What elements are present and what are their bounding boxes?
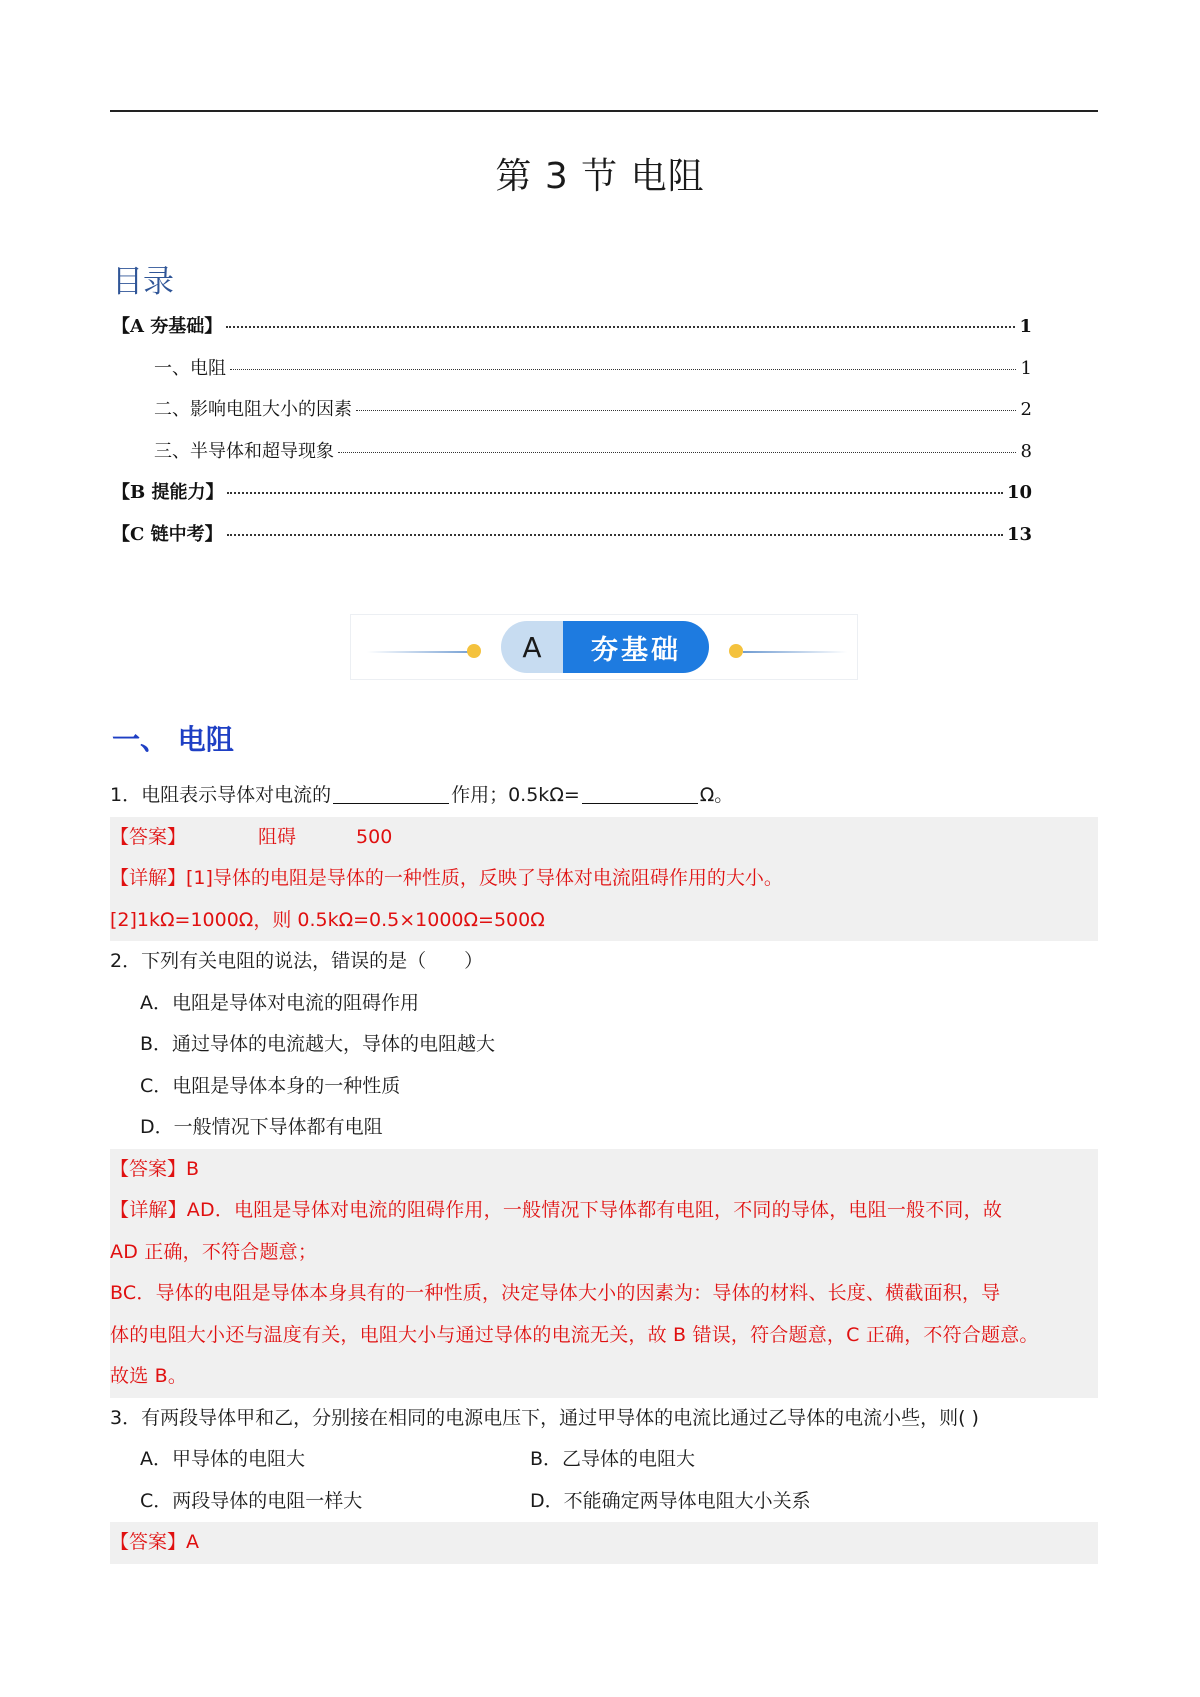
table-of-contents <box>112 312 1032 561</box>
answer-block <box>110 1149 1098 1398</box>
answer-tag: 【答案】 <box>110 825 187 848</box>
toc-leader <box>227 534 1003 536</box>
banner-letter: A <box>501 621 563 673</box>
option-item: B．乙导体的电阻大 <box>530 1448 696 1470</box>
stem-text: 作用；0.5kΩ= <box>451 784 580 806</box>
toc-entry-label: 【A 夯基础】 <box>112 316 223 337</box>
banner-dot-left <box>467 644 481 658</box>
toc-entry-page: 2 <box>1020 399 1032 420</box>
toc-entry[interactable] <box>112 312 1032 354</box>
option-item: C．两段导体的电阻一样大 <box>140 1489 363 1512</box>
question-stem: 3．有两段导体甲和乙，分别接在相同的电源电压下，通过甲导体的电流比通过乙导体的电流小些，则( ) <box>110 1406 979 1429</box>
stem-text: Ω。 <box>699 784 734 806</box>
section-banner <box>350 614 858 680</box>
toc-entry[interactable] <box>112 437 1032 479</box>
option-row <box>110 1439 1098 1481</box>
banner-line-left <box>367 651 477 653</box>
toc-entry-label: 三、半导体和超导现象 <box>154 440 334 462</box>
option-item: D．不能确定两导体电阻大小关系 <box>530 1489 811 1512</box>
header-rule <box>110 110 1098 112</box>
detail-line: [2]1kΩ=1000Ω，则 0.5kΩ=0.5×1000Ω=500Ω <box>110 908 545 931</box>
detail-line: 体的电阻大小还与温度有关，电阻大小与通过导体的电流无关，故 B 错误，符合题意，C 正确，不符合题意。 <box>110 1323 1039 1346</box>
toc-entry[interactable] <box>112 478 1032 520</box>
question-list <box>110 775 1098 1564</box>
question-stem <box>110 775 1098 817</box>
document-title: 第 3 节 电阻 <box>495 156 705 197</box>
answer-value: 阻碍 <box>258 825 297 848</box>
option-item: A．甲导体的电阻大 <box>140 1448 305 1470</box>
option-item: A．电阻是导体对电流的阻碍作用 <box>140 991 419 1014</box>
option-item: B．通过导体的电流越大，导体的电阻越大 <box>140 1033 496 1055</box>
toc-entry-page: 13 <box>1006 523 1032 545</box>
answer-line <box>110 817 1098 859</box>
toc-entry-label: 二、影响电阻大小的因素 <box>154 399 352 420</box>
toc-leader <box>356 410 1016 411</box>
detail-line: 【详解】[1]导体的电阻是导体的一种性质，反映了导体对电流阻碍作用的大小。 <box>110 867 783 889</box>
banner-pill <box>501 621 709 673</box>
toc-leader <box>227 492 1002 494</box>
banner-text: 夯基础 <box>563 621 709 673</box>
banner-line-right <box>743 651 847 653</box>
toc-entry-page: 1 <box>1020 357 1032 379</box>
option-item: D．一般情况下导体都有电阻 <box>140 1116 383 1138</box>
toc-entry[interactable] <box>112 520 1032 562</box>
toc-leader <box>230 369 1016 370</box>
toc-heading: 目录 <box>112 264 174 300</box>
stem-text: 1．电阻表示导体对电流的 <box>110 784 332 806</box>
detail-line: BC．导体的电阻是导体本身具有的一种性质，决定导体大小的因素为：导体的材料、长度、横截面积，导 <box>110 1282 1001 1304</box>
toc-entry-page: 1 <box>1019 316 1032 337</box>
banner-dot-right <box>729 644 743 658</box>
answer-blank <box>333 781 449 804</box>
option-row <box>110 1481 1098 1523</box>
toc-entry[interactable] <box>112 354 1032 396</box>
answer-value: 500 <box>356 825 393 848</box>
toc-entry-page: 8 <box>1020 440 1032 462</box>
section-heading: 一、 电阻 <box>112 723 234 756</box>
detail-line: 【详解】AD．电阻是导体对电流的阻碍作用，一般情况下导体都有电阻，不同的导体，电阻一般不同，故 <box>110 1199 1003 1221</box>
question-stem: 2．下列有关电阻的说法，错误的是（ ） <box>110 950 484 972</box>
answer-line: 【答案】B <box>110 1157 200 1180</box>
answer-block <box>110 817 1098 942</box>
answer-line: 【答案】A <box>110 1531 199 1553</box>
toc-entry-page: 10 <box>1006 482 1032 503</box>
option-item: C．电阻是导体本身的一种性质 <box>140 1074 401 1097</box>
answer-block <box>110 1522 1098 1564</box>
detail-line: AD 正确，不符合题意； <box>110 1240 318 1263</box>
toc-entry-label: 一、电阻 <box>154 357 226 379</box>
answer-blank <box>582 781 698 804</box>
toc-entry-label: 【C 链中考】 <box>112 523 223 545</box>
toc-entry[interactable] <box>112 395 1032 437</box>
toc-leader <box>338 452 1016 453</box>
detail-line: 故选 B。 <box>110 1365 188 1387</box>
toc-leader <box>226 326 1015 328</box>
toc-entry-label: 【B 提能力】 <box>112 482 224 503</box>
